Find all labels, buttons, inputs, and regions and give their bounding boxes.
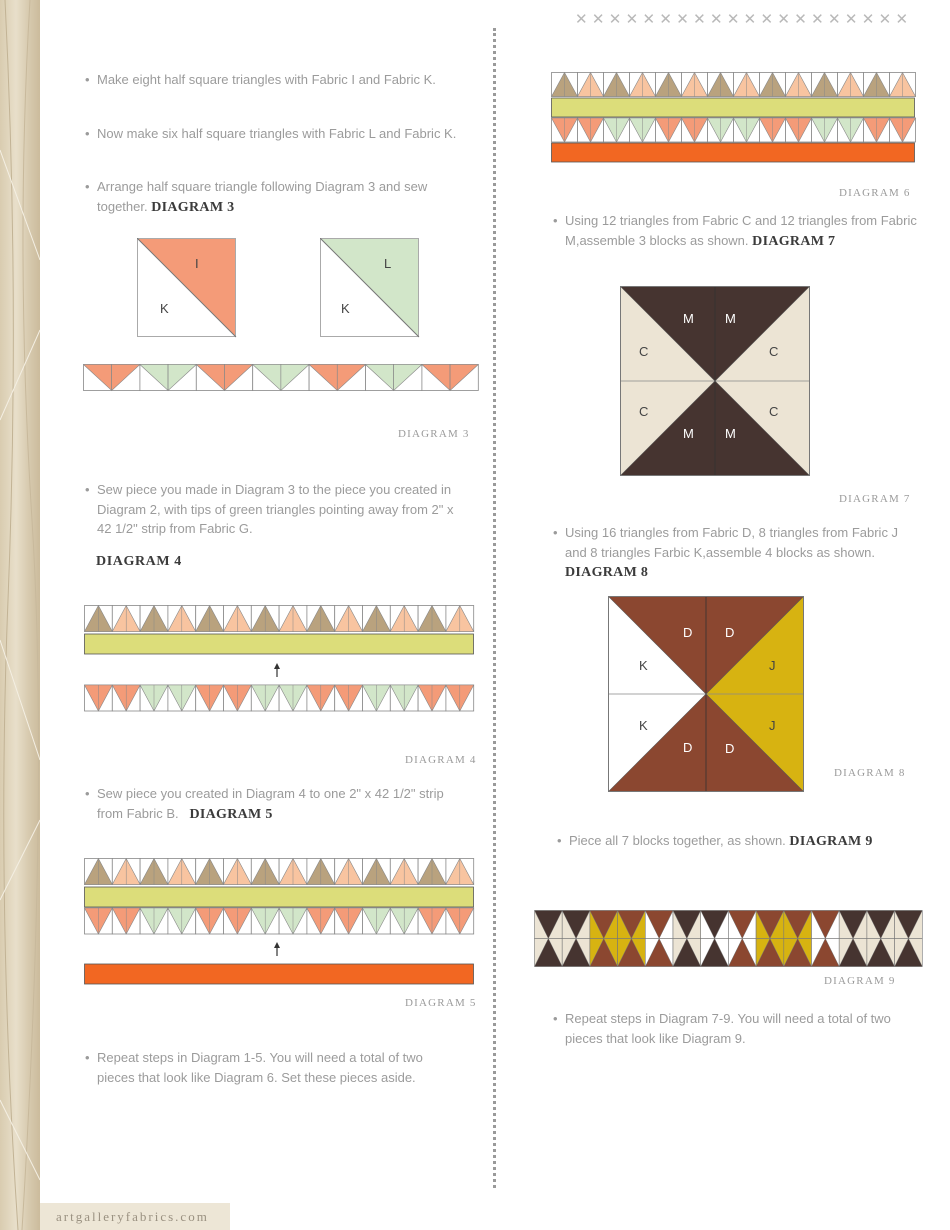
diagram-reference: DIAGRAM 3 [151, 199, 235, 215]
bullet-icon: • [553, 525, 558, 540]
label-c: C [639, 344, 649, 359]
instruction-bullet [85, 784, 472, 824]
diagram-4 [84, 605, 476, 715]
diagram-4-caption: DIAGRAM 4 [405, 754, 477, 766]
column-divider [493, 28, 496, 1188]
diagram-9-caption: DIAGRAM 9 [824, 975, 896, 987]
label-j: J [769, 718, 776, 733]
diagram-reference: DIAGRAM 5 [189, 806, 273, 822]
diagram-7-block [620, 286, 810, 476]
diagram-5-caption: DIAGRAM 5 [405, 997, 477, 1009]
fabric-g-strip [85, 887, 474, 907]
instruction-bullet [557, 831, 919, 852]
label-d: D [683, 625, 693, 640]
instruction-text: Arrange half square triangle following Diagram 3 and sew together. [97, 179, 428, 214]
diagram-3-caption: DIAGRAM 3 [398, 428, 470, 440]
label-k: K [160, 301, 169, 316]
label-c: C [769, 344, 779, 359]
arrow-head-icon [274, 942, 280, 948]
label-c: C [639, 404, 649, 419]
diagram-reference: DIAGRAM 7 [752, 233, 836, 249]
instruction-text: Using 16 triangles from Fabric D, 8 triangles from Fabric J and 8 triangles Farbic K,assemble 4 blocks as shown. [565, 525, 899, 560]
diagram-4-heading: DIAGRAM 4 [96, 554, 182, 569]
instruction-bullet [85, 124, 472, 144]
label-m: M [725, 426, 736, 441]
instruction-text: Sew piece you created in Diagram 4 to one 2" x 42 1/2" strip from Fabric B. [97, 786, 444, 821]
diagram-8-block [608, 596, 804, 792]
instruction-bullet [553, 211, 920, 251]
hst-block-l-k [320, 238, 420, 338]
diagram-6-caption: DIAGRAM 6 [839, 187, 911, 199]
instruction-text: Now make six half square triangles with Fabric L and Fabric K. [97, 126, 457, 141]
linen-texture [0, 0, 40, 1230]
label-l: L [384, 256, 392, 271]
sidebar-texture [0, 0, 40, 1230]
instruction-bullet [553, 1009, 915, 1048]
instruction-text: Sew piece you made in Diagram 3 to the piece you created in Diagram 2, with tips of green triangles pointing away from 2" x 42 1/2" strip from Fabric G. [97, 482, 454, 536]
label-k: K [341, 301, 350, 316]
instruction-bullet [85, 1048, 457, 1087]
hst-block-i-k [137, 238, 237, 338]
instruction-bullet [553, 523, 915, 583]
bullet-icon: • [85, 72, 90, 87]
label-d: D [725, 741, 735, 756]
label-c: C [769, 404, 779, 419]
instruction-text: Repeat steps in Diagram 1-5. You will need a total of two pieces that look like Diagram 6. Set these pieces aside. [97, 1050, 423, 1085]
instruction-bullet [85, 70, 472, 90]
instruction-text: Piece all 7 blocks together, as shown. [569, 833, 786, 848]
arrow-head-icon [274, 663, 280, 669]
bullet-icon: • [553, 213, 558, 228]
bullet-icon: • [85, 179, 90, 194]
diagram-6 [551, 72, 917, 164]
diagram-3-hst-row [83, 364, 483, 392]
instruction-text: Repeat steps in Diagram 7-9. You will need a total of two pieces that look like Diagram 9. [565, 1011, 891, 1046]
label-d: D [725, 625, 735, 640]
diagram-reference: DIAGRAM 8 [565, 565, 649, 580]
bullet-icon: • [85, 1050, 90, 1065]
diagram-8-caption: DIAGRAM 8 [834, 767, 906, 779]
label-m: M [683, 311, 694, 326]
instruction-bullet [85, 177, 472, 217]
diagram-5 [84, 858, 476, 986]
diagram-9-strip [534, 910, 924, 968]
instruction-text: Make eight half square triangles with Fabric I and Fabric K. [97, 72, 436, 87]
label-d: D [683, 740, 693, 755]
website-footer[interactable]: artgalleryfabrics.com [40, 1203, 230, 1230]
label-k: K [639, 658, 648, 673]
label-k: K [639, 718, 648, 733]
label-m: M [683, 426, 694, 441]
cross-stitch-border: ✕✕✕✕✕✕✕✕✕✕✕✕✕✕✕✕✕✕✕✕ [575, 11, 913, 28]
fabric-g-strip [552, 98, 915, 117]
diagram-7-caption: DIAGRAM 7 [839, 493, 911, 505]
fabric-b-strip [552, 143, 915, 162]
instruction-bullet [85, 480, 467, 539]
bullet-icon: • [553, 1011, 558, 1026]
label-j: J [769, 658, 776, 673]
diagram-reference: DIAGRAM 9 [789, 834, 873, 849]
fabric-g-strip [85, 634, 474, 654]
fabric-b-strip [85, 964, 474, 984]
bullet-icon: • [85, 482, 90, 497]
bullet-icon: • [85, 126, 90, 141]
bullet-icon: • [557, 833, 562, 848]
bullet-icon: • [85, 786, 90, 801]
instruction-text: Using 12 triangles from Fabric C and 12 triangles from Fabric M,assemble 3 blocks as shown. [565, 213, 917, 248]
label-i: I [195, 256, 199, 271]
label-m: M [725, 311, 736, 326]
